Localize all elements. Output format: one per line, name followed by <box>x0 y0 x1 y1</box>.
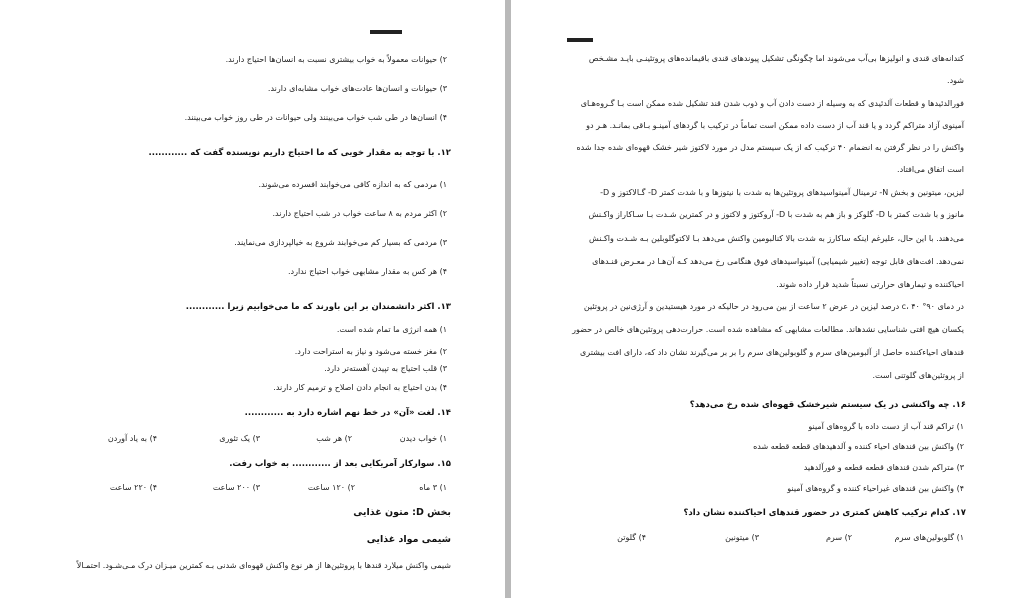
paragraph-line: شود. <box>947 76 964 85</box>
q15-option-2: ۲) ۱۲۰ ساعت <box>307 483 355 492</box>
paragraph-line: فورالدئیدها و قطعات آلدئیدی که به وسیله از دست دادن آب و ذوب شدن قند تشکیل شده ممکن است بـا گـروه‌هـای <box>580 99 964 108</box>
question-16: ۱۶. چه واکنشی در یک سیستم شیرخشک قهوه‌ای شده رخ می‌دهد؟ <box>689 400 966 410</box>
text-line: ۴) انسان‌ها در طی شب خواب می‌بینند ولی حیوانات در طی روز خواب می‌بینند. <box>184 113 447 122</box>
paragraph-line: شیمی واکنش میلارد قندها با پروتئین‌ها از هر نوع واکنش قهوه‌ای شدنی بـه کمترین میـزان درک مـی‌شـود. احتمـالاً <box>76 561 451 570</box>
paragraph-line: یکسان هیچ افتی شناسایی نشدهاند. مطالعات مشابهی که مشاهده شده است. حرارت‌دهی پروتئین‌های خالص در حضور <box>572 325 964 334</box>
q17-option-3: ۳) میتونین <box>725 533 759 542</box>
left-page <box>0 0 505 598</box>
q12-option-4: ۴) هر کس به مقدار مشابهی خواب احتیاج ندارد. <box>287 267 447 276</box>
text-line: ۳) حیوانات و انسان‌ها عادت‌های خواب مشابه‌ای دارند. <box>267 84 447 93</box>
q15-option-3: ۳) ۲۰۰ ساعت <box>212 483 260 492</box>
question-12: ۱۲. با توجه به مقدار خوبی که ما احتیاج داریم نویسنده گفت که ............ <box>148 148 451 158</box>
q16-option-3: ۳) متراکم شدن قندهای قطعه قطعه و فورآلدهید <box>803 463 964 472</box>
q14-option-4: ۴) به یاد آوردن <box>107 434 157 443</box>
q17-option-2: ۲) سرم <box>825 533 852 542</box>
paragraph-line: است اتفاق می‌افتاد. <box>897 165 964 174</box>
q17-option-1: ۱) گلوبولین‌های سرم <box>894 533 964 542</box>
subsection-title: شیمی مواد غذایی <box>366 534 451 545</box>
q13-option-2: ۲) مغز خسته می‌شود و نیاز به استراحت دارد. <box>294 347 447 356</box>
paragraph-line: کندانه‌های قندی و انولیزها بی‌آب می‌شوند اما چگونگی تشکیل پیوندهای قندی باقیمانده‌های پروتئینـی بایـد مشـخص <box>588 54 964 63</box>
q13-option-3: ۳) قلب احتیاج به تپیدن آهسته‌تر دارد. <box>324 364 447 373</box>
section-title: بخش D: متون غذایی <box>353 507 451 518</box>
q12-option-1: ۱) مردمی که به اندازه کافی می‌خوابند افسرده می‌شوند. <box>258 180 447 189</box>
q17-option-4: ۴) گلوتن <box>617 533 646 542</box>
paragraph-line: قندهای احیاءکننده حاصل از آلبومین‌های سرم و گلوبولین‌های سرم را بر بر می‌گیرند نشان داد که، دارای افت بیشتری <box>580 348 964 357</box>
page-header-mark <box>370 30 402 34</box>
q16-option-1: ۱) تراکم قند آب از دست داده با گروه‌های آمینو <box>808 422 964 431</box>
q14-option-1: ۱) خواب دیدن <box>399 434 447 443</box>
paragraph-line: آمینوی آزاد متراکم گردد و یا قند آب از دست داده ممکن است تماماً در ترکیب با گردهای آمینـو بـاقی بمانـد. هـر دو <box>586 121 964 130</box>
question-15: ۱۵. سوارکار آمریکایی بعد از ............ به خواب رفت. <box>229 459 451 469</box>
paragraph-line: واکنش را در نظر گرفتن به انضمام ۴۰ ترکیب که از یک سیستم مدل در مورد لاکتوز شیر خشک قهوه‌ای شده جدا شده <box>576 143 964 152</box>
question-14: ۱۴. لغت «آن» در خط نهم اشاره دارد به ............ <box>244 408 451 418</box>
paragraph-line: در دمای ۹۰° c، ۴۰ درصد لیزین در عرض ۲ ساعت از بین می‌رود در حالیکه در مورد هیستیدین و آرژی‌نین در پروتئین <box>583 302 964 311</box>
question-17: ۱۷. کدام ترکیب کاهش کمتری در حضور قندهای احیاکننده نشان داد؟ <box>683 508 966 518</box>
q14-option-2: ۲) هر شب <box>316 434 352 443</box>
q14-option-3: ۳) یک تئوری <box>219 434 260 443</box>
q15-option-4: ۴) ۲۲۰ ساعت <box>109 483 157 492</box>
text-line: ۲) حیوانات معمولاً به خواب بیشتری نسبت به انسان‌ها احتیاج دارند. <box>225 55 447 64</box>
page-header-mark <box>567 38 593 42</box>
q16-option-2: ۲) واکنش بین قندهای احیاء کننده و آلدهیدهای قطعه قطعه شده <box>753 442 964 451</box>
question-13: ۱۳. اکثر دانشمندان بر این باورند که ما می‌خوابیم زیرا ............ <box>185 302 451 312</box>
q12-option-2: ۲) اکثر مردم به ۸ ساعت خواب در شب احتیاج دارند. <box>272 209 447 218</box>
paragraph-line: احیاکننده و تیمارهای حرارتی نسبتاً شدید قرار داده شوند. <box>776 280 964 289</box>
q13-option-1: ۱) همه انرژی ما تمام شده است. <box>336 325 447 334</box>
q15-option-1: ۱) ۳ ماه <box>419 483 447 492</box>
q12-option-3: ۳) مردمی که بسیار کم می‌خوابند شروع به خیالپردازی می‌نمایند. <box>234 238 447 247</box>
paragraph-line: نمی‌دهد. افت‌های قابل توجه (تغییر شیمیایی) آمینواسیدهای فوق هنگامی رخ می‌دهد کـه آن‌هـا در معـرض قنـدهای <box>592 257 964 266</box>
paragraph-line: از پروتئین‌های گلوتنی است. <box>872 371 964 380</box>
paragraph-line: لیزین، میتونین و بخش N- ترمینال آمینواسیدهای پروتئین‌ها به شدت با نیتوزها و با شدت کمتر D- گـالاکتوز و D- <box>600 188 964 197</box>
paragraph-line: می‌دهند. با این حال، علیرغم اینکه ساکارز به شدت بالا کنالبومین واکنش می‌دهد بـا لاکتوگلوبلین بـه شـدت واکـنش <box>589 234 964 243</box>
right-page <box>511 0 1024 598</box>
q13-option-4: ۴) بدن احتیاج به انجام دادن اصلاح و ترمیم کار دارند. <box>273 383 447 392</box>
paragraph-line: مانوز و با شدت کمتر با D- گلوکز و باز هم به شدت با D- آروکتوز و لاکتوز و در کمترین شـدت بـا سـاکاراز واکـنش <box>588 210 964 219</box>
q16-option-4: ۴) واکنش بین قندهای غیراحیاء کننده و گروه‌های آمینو <box>787 484 964 493</box>
